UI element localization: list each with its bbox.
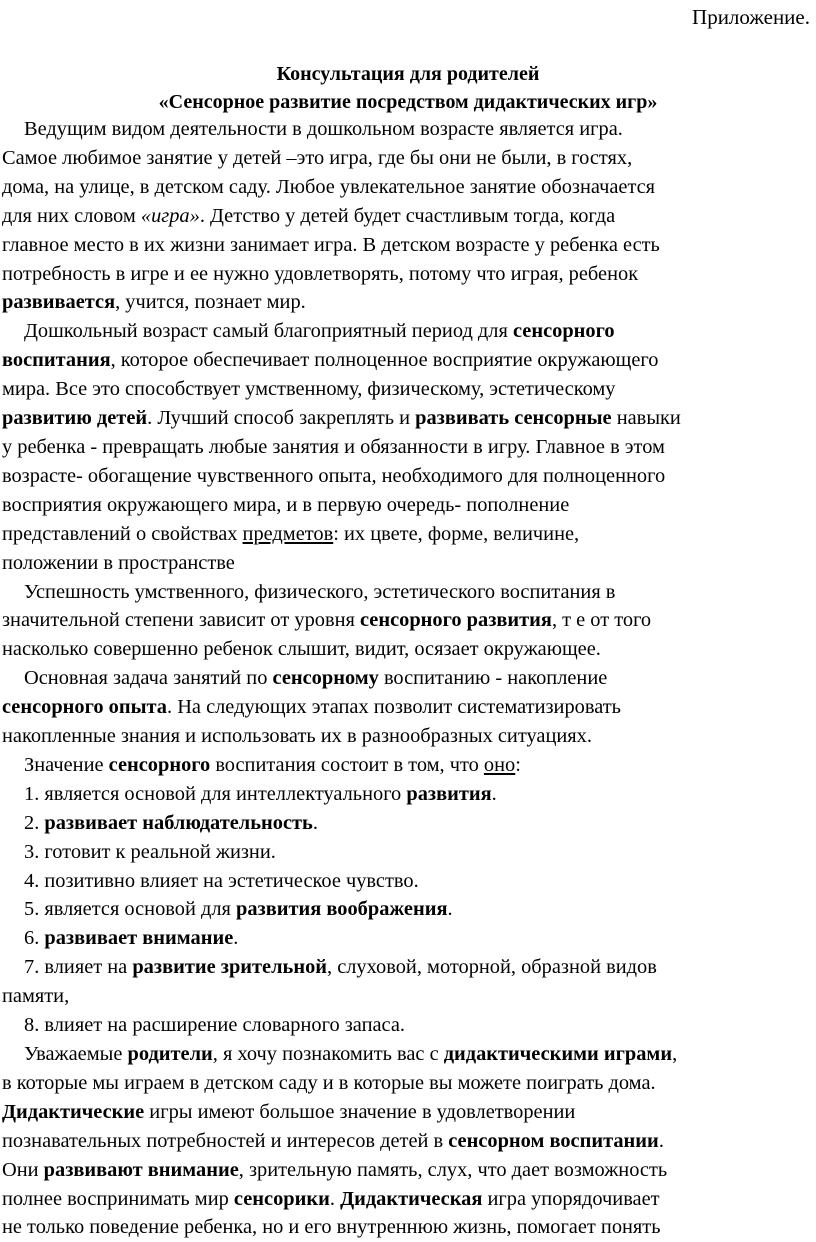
text-run: . На следующих этапах позволит систематизировать [167,696,621,719]
appendix-label: Приложение. [692,5,810,29]
text-line [2,433,814,462]
text-line [2,1156,814,1185]
text-line [2,317,814,346]
text-run: возрасте- обогащение чувственного опыта, необходимого для полноценного [2,464,666,487]
bold-text: развивает внимание [44,927,234,950]
text-line [2,606,814,635]
text-run: : [515,753,521,776]
document-subtitle: «Сенсорное развитие посредством дидактических игр» [158,91,658,113]
text-run: Успешность умственного, физического, эстетического воспитания в [24,580,616,603]
text-line [2,635,814,664]
document-body [2,115,814,1242]
text-run: , зрительную память, слух, что дает возможность [238,1158,668,1181]
text-line [2,520,814,549]
text-run: 6. [24,927,45,950]
text-run: навыки [611,407,681,430]
text-run: полнее воспринимать мир [2,1187,234,1210]
text-run: . [312,811,318,834]
text-run: 2. [24,811,45,834]
text-run: Дошкольный возраст самый благоприятный период для [24,320,513,343]
text-line [2,375,814,404]
text-run: 7. влияет на [24,956,133,979]
text-line [2,982,814,1011]
bold-text: родители [127,1043,213,1065]
text-run: . [491,782,497,805]
text-line [2,231,814,260]
text-line [2,173,814,202]
text-run: не только поведение ребенка, но и его внутреннюю жизнь, помогает понять [2,1216,661,1239]
bold-text: сенсорного [108,753,211,776]
text-run: 4. позитивно влияет на эстетическое чувство. [24,869,419,892]
text-line [2,953,814,982]
text-run: игры имеют большое значение в удовлетворении [144,1100,576,1123]
italic-text: «игра» [140,204,200,227]
text-run: . Детство у детей будет счастливым тогда, когда [199,204,616,227]
text-run: дома, на улице, в детском саду. Любое увлекательное занятие обозначается [2,175,656,198]
text-run: положении в пространстве [2,551,235,574]
text-line [2,693,814,722]
text-run: , т е от того [551,609,652,632]
bold-text: развивает наблюдательность [44,811,313,834]
text-line [2,404,814,433]
text-run: насколько совершенно ребенок слышит, видит, осязает окружающее. [2,638,601,661]
bold-text: Дидактические [2,1100,145,1123]
bold-text: развития [406,782,492,805]
bold-text: развития воображения [236,898,448,921]
text-run: познавательных потребностей и интересов детей в [2,1129,449,1152]
text-line [2,202,814,231]
text-run: значительной степени зависит от уровня [2,609,360,632]
bold-text: Дидактическая [340,1187,483,1210]
text-run: . [658,1129,664,1152]
bold-text: развитию детей [2,407,148,430]
underlined-text: предметов [242,522,334,545]
text-line [2,924,814,953]
bold-text: сенсорного опыта [2,696,167,719]
text-line [2,664,814,693]
text-line [2,838,814,867]
text-run: Они [2,1158,44,1181]
text-run: представлений о свойствах [2,522,243,545]
bold-text: развивать сенсорные [415,407,612,430]
text-run: игра упорядочивает [482,1187,660,1210]
bold-text: сенсорном воспитании [448,1129,659,1152]
text-run: . Лучший способ закреплять и [147,407,416,430]
text-line [2,867,814,896]
text-run: воспитания состоит в том, что [210,753,484,776]
text-run: потребность в игре и ее нужно удовлетворять, потому что играя, ребенок [2,262,639,285]
document-title: Консультация для родителей [276,63,540,85]
text-line [2,115,814,144]
text-run: 3. готовит к реальной жизни. [24,840,276,863]
bold-text: сенсорного развития [359,609,552,632]
underlined-text: оно [483,753,516,776]
text-run: , которое обеспечивает полноценное восприятие окружающего [110,349,659,372]
text-run: Ведущим видом деятельности в дошкольном возрасте является игра. [24,118,623,140]
text-line [2,895,814,924]
text-run: накопленные знания и использовать их в разнообразных ситуациях. [2,725,592,748]
text-run: , слуховой, моторной, образной видов [327,956,657,979]
text-line [2,1185,814,1214]
bold-text: сенсорного [512,320,615,343]
text-line [2,1098,814,1127]
text-line [2,1040,814,1069]
bold-text: развивается [2,291,116,314]
text-run: . [447,898,453,921]
bold-text: дидактическими играми [443,1043,673,1065]
text-run: 5. является основой для [24,898,237,921]
text-run: воспитанию - накопление [378,667,608,690]
text-line [2,549,814,578]
text-line [2,346,814,375]
text-line [2,809,814,838]
text-run: . [329,1187,341,1210]
text-line [2,288,814,317]
text-run: для них словом [2,204,141,227]
text-run: 1. является основой для интеллектуального [24,782,407,805]
bold-text: развивают внимание [43,1158,239,1181]
text-line [2,722,814,751]
text-run: , [672,1043,678,1065]
text-run: памяти, [2,985,70,1008]
text-run: 8. влияет на расширение словарного запаса. [24,1014,405,1037]
bold-text: сенсорному [272,667,379,690]
text-line [2,1069,814,1098]
text-line [2,462,814,491]
text-run: . [233,927,239,950]
text-line [2,751,814,780]
text-run: : их цвете, форме, величине, [333,522,580,545]
text-run: у ребенка - превращать любые занятия и обязанности в игру. Главное в этом [2,435,665,458]
bold-text: развитие зрительной [132,956,328,979]
text-line [2,144,814,173]
text-run: Самое любимое занятие у детей –это игра, где бы они не были, в гостях, [2,146,633,169]
text-run: Уважаемые [24,1043,128,1065]
text-run: Основная задача занятий по [24,667,273,690]
text-run: , я хочу познакомить вас с [212,1043,444,1065]
bold-text: сенсорики [233,1187,330,1210]
text-line [2,1127,814,1156]
text-run: , учится, познает мир. [115,291,306,314]
text-run: главное место в их жизни занимает игра. В детском возрасте у ребенка есть [2,233,660,256]
text-line [2,1011,814,1040]
text-line [2,578,814,607]
text-run: в которые мы играем в детском саду и в которые вы можете поиграть дома. [2,1071,656,1094]
text-run: Значение [24,753,109,776]
text-line [2,260,814,289]
text-line [2,780,814,809]
text-line [2,491,814,520]
text-line [2,1213,814,1242]
text-run: мира. Все это способствует умственному, физическому, эстетическому [2,378,616,401]
bold-text: воспитания [2,349,111,372]
text-run: восприятия окружающего мира, и в первую очередь- пополнение [2,493,570,516]
